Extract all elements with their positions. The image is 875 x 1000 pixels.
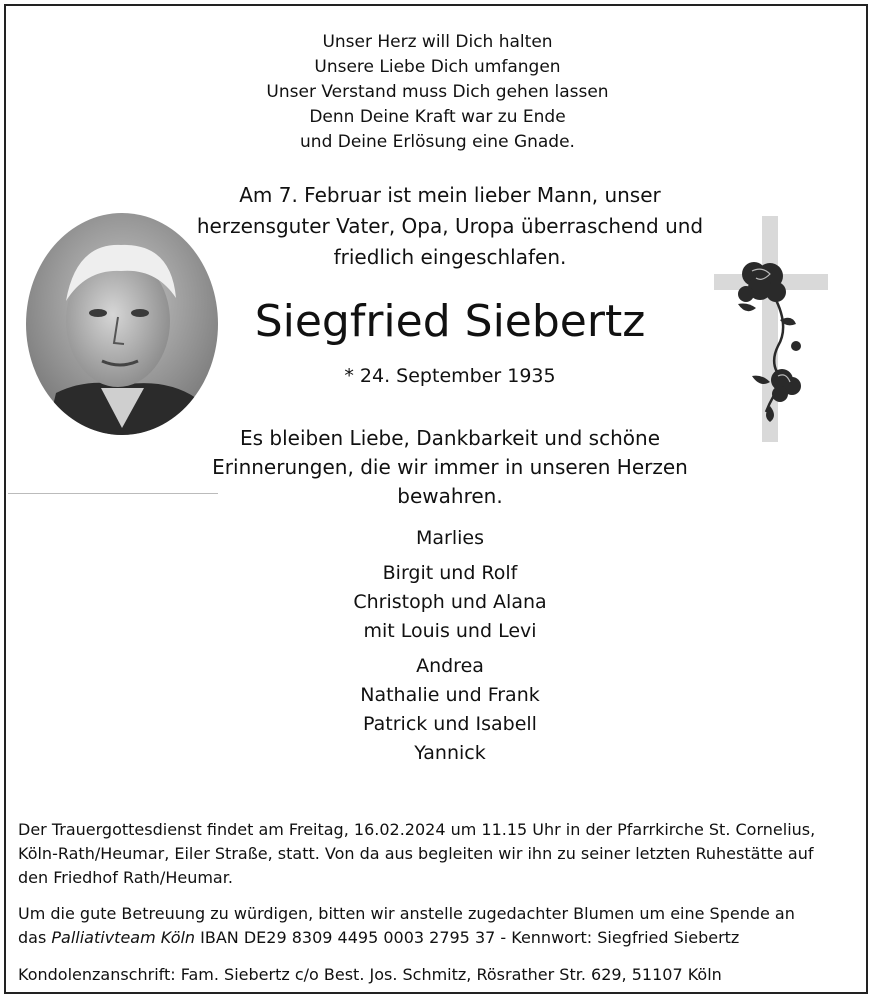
donation-recipient: Palliativteam Köln	[51, 928, 196, 947]
poem-line: Unser Herz will Dich halten	[322, 32, 553, 52]
intro-line: herzensguter Vater, Opa, Uropa überraschend und	[196, 214, 704, 238]
family-member: Birgit und Rolf	[382, 562, 518, 584]
deceased-name: Siegfried Siebertz	[254, 296, 646, 347]
donation-notice	[18, 902, 858, 950]
funeral-service-notice	[18, 818, 858, 890]
poem-line: Unsere Liebe Dich umfangen	[314, 57, 561, 77]
memory-text	[180, 424, 720, 511]
family-member: Andrea	[416, 655, 484, 677]
memory-line: Es bleiben Liebe, Dankbarkeit und schöne	[239, 426, 660, 450]
intro-text	[180, 180, 720, 273]
poem-line: Denn Deine Kraft war zu Ende	[309, 107, 566, 127]
family-member: Yannick	[414, 742, 486, 764]
poem-line: und Deine Erlösung eine Gnade.	[300, 132, 575, 152]
intro-line: Am 7. Februar ist mein lieber Mann, unser	[239, 183, 661, 207]
memory-line: Erinnerungen, die wir immer in unseren Herzen	[212, 455, 688, 479]
birth-date: * 24. September 1935	[344, 365, 556, 387]
cross-with-roses-icon	[712, 216, 832, 444]
family-spouse: Marlies	[416, 527, 484, 549]
notice-line: den Friedhof Rath/Heumar.	[18, 868, 233, 887]
notice-line	[18, 926, 858, 950]
family-member: mit Louis und Levi	[363, 620, 537, 642]
poem-line: Unser Verstand muss Dich gehen lassen	[266, 82, 609, 102]
poem	[0, 30, 875, 155]
condolence-address: Kondolenzanschrift: Fam. Siebertz c/o Best. Jos. Schmitz, Rösrather Str. 629, 51107 Köln	[18, 965, 722, 984]
donation-prefix: das	[18, 928, 47, 947]
notice-line: Um die gute Betreuung zu würdigen, bitten wir anstelle zugedachter Blumen um eine Spende an	[18, 904, 795, 923]
notice-line: Köln-Rath/Heumar, Eiler Straße, statt. Von da aus begleiten wir ihn zu seiner letzten Ruhestätte auf	[18, 844, 814, 863]
memory-line: bewahren.	[397, 484, 503, 508]
family-member: Nathalie und Frank	[360, 684, 540, 706]
donation-details: IBAN DE29 8309 4495 0003 2795 37 - Kennwort: Siegfried Siebertz	[200, 928, 740, 947]
intro-line: friedlich eingeschlafen.	[333, 245, 567, 269]
family-member: Patrick und Isabell	[363, 713, 537, 735]
family-member: Christoph und Alana	[353, 591, 547, 613]
notice-line: Der Trauergottesdienst findet am Freitag, 16.02.2024 um 11.15 Uhr in der Pfarrkirche St. Cornelius,	[18, 820, 816, 839]
family-list	[180, 524, 720, 768]
